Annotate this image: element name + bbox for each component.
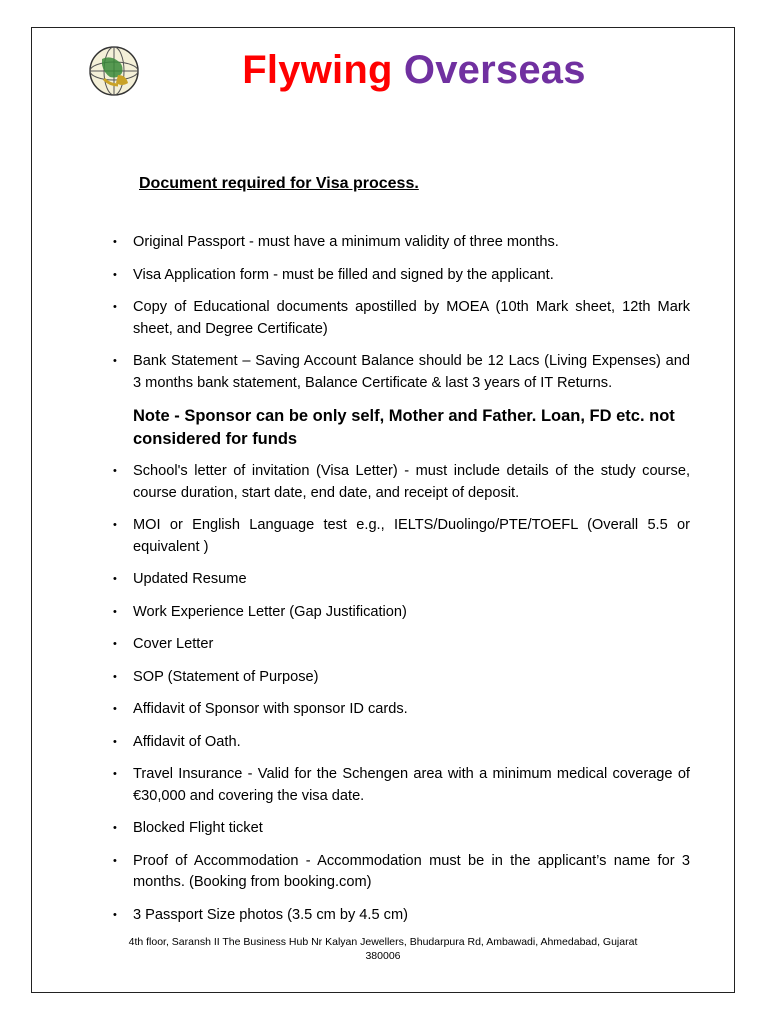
list-item: • SOP (Statement of Purpose) <box>110 667 690 689</box>
bullet-icon: • <box>113 605 117 618</box>
list-item: • Travel Insurance - Valid for the Schengen area with a minimum medical coverage of €30,000 and covering the visa date. <box>113 766 690 804</box>
list-item: • Original Passport - must have a minimum validity of three months. <box>110 232 690 254</box>
brand-name-part2: Overseas <box>403 48 586 92</box>
list-item: • Blocked Flight ticket <box>110 818 690 840</box>
list-item: • Bank Statement – Saving Account Balance should be 12 Lacs (Living Expenses) and 3 months bank statement, Balance Certificate & last 3 years of IT Returns. <box>113 353 690 391</box>
bullet-icon: • <box>113 465 117 477</box>
list-item: • Proof of Accommodation - Accommodation must be in the applicant’s name for 3 months. (Booking from booking.com) <box>113 852 690 890</box>
brand-title <box>0 48 768 93</box>
footer-address <box>31 935 735 963</box>
bullet-icon: • <box>113 768 117 780</box>
list-item: • School's letter of invitation (Visa Letter) - must include details of the study course, course duration, start date, end date, and receipt of deposit. <box>113 463 690 501</box>
bullet-icon: • <box>113 236 117 248</box>
bullet-icon: • <box>113 908 117 921</box>
footer-address-line2: 380006 <box>365 950 401 962</box>
list-item: • Visa Application form - must be filled and signed by the applicant. <box>110 265 690 287</box>
bullet-icon: • <box>113 573 117 585</box>
bullet-icon: • <box>113 519 117 531</box>
list-item: • Affidavit of Sponsor with sponsor ID cards. <box>110 699 690 721</box>
list-item: • Updated Resume <box>110 569 690 591</box>
list-item: • Copy of Educational documents apostilled by MOEA (10th Mark sheet, 12th Mark sheet, and Degree Certificate) <box>113 299 690 337</box>
bullet-icon: • <box>113 822 117 834</box>
bullet-icon: • <box>113 703 117 715</box>
brand-name-part1: Flywing <box>242 48 393 92</box>
document-heading: Document required for Visa process. <box>139 175 419 192</box>
bullet-icon: • <box>113 301 117 313</box>
bullet-icon: • <box>113 670 117 683</box>
sponsor-note: Note - Sponsor can be only self, Mother and Father. Loan, FD etc. not considered for funds <box>133 407 675 448</box>
list-item: • 3 Passport Size photos (3.5 cm by 4.5 cm) <box>110 905 690 927</box>
bullet-icon: • <box>113 735 117 748</box>
list-item: • Affidavit of Oath. <box>110 732 690 754</box>
list-item: • Work Experience Letter (Gap Justification) <box>110 602 690 624</box>
footer-address-line1: 4th floor, Saransh II The Business Hub Nr Kalyan Jewellers, Bhudarpura Rd, Ambawadi, Ahmedabad, Gujarat <box>128 936 638 948</box>
list-item: • Cover Letter <box>110 634 690 656</box>
requirements-list <box>110 232 690 937</box>
bullet-icon: • <box>113 638 117 650</box>
bullet-icon: • <box>113 268 117 281</box>
list-item: • MOI or English Language test e.g., IELTS/Duolingo/PTE/TOEFL (Overall 5.5 or equivalent ) <box>113 517 690 555</box>
bullet-icon: • <box>113 854 117 867</box>
bullet-icon: • <box>113 355 117 367</box>
